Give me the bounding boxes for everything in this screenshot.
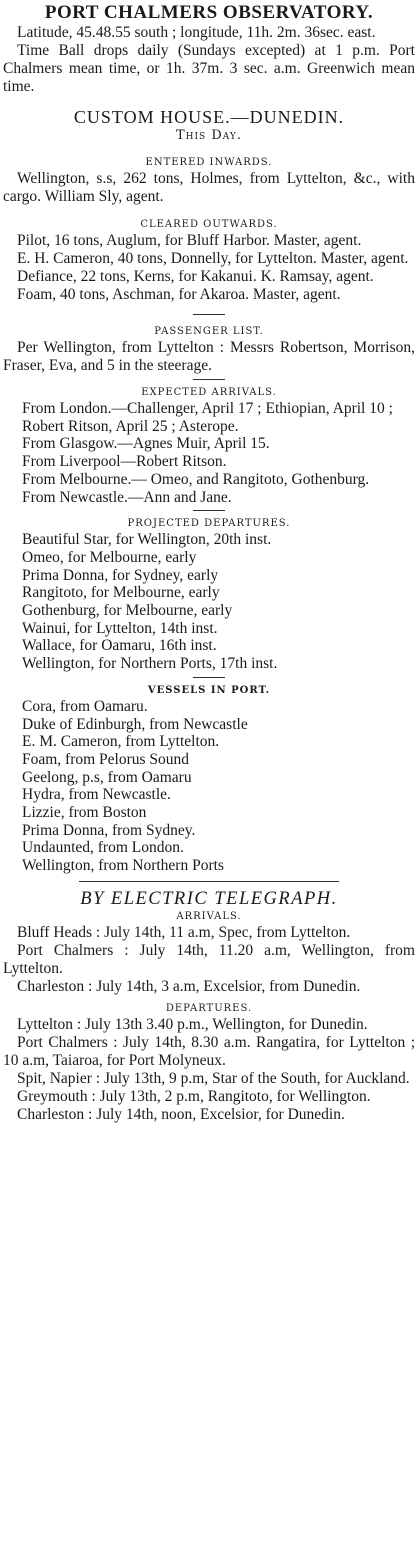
divider <box>193 314 225 315</box>
telegraph-entry: Charleston : July 14th, noon, Excelsior, for Dunedin. <box>17 1105 345 1123</box>
section-heading: VESSELS IN PORT. <box>147 684 271 696</box>
list-item: Wellington, from Northern Ports <box>22 857 224 875</box>
list-item: From Newcastle.—Ann and Jane. <box>22 488 232 506</box>
observatory-title: PORT CHALMERS OBSERVATORY. <box>44 2 374 23</box>
list-item: Foam, from Pelorus Sound <box>22 750 190 768</box>
telegraph-entry: Lyttelton : July 13th 3.40 p.m., Wellington, for Dunedin. <box>17 1015 368 1033</box>
entry-paragraph: E. H. Cameron, 40 tons, Donnelly, for Lyttelton. Master, agent. <box>17 250 409 267</box>
observatory-section <box>0 0 418 96</box>
custom-house-title: CUSTOM HOUSE.—DUNEDIN. <box>73 107 345 127</box>
list-item: Duke of Edinburgh, from Newcastle <box>22 715 248 733</box>
list-item: Rangitoto, for Melbourne, early <box>22 584 220 602</box>
list-item: Cora, from Oamaru. <box>22 697 148 715</box>
projected-list <box>0 531 418 673</box>
list-item: From Melbourne.— Omeo, and Rangitoto, Gothenburg. <box>22 470 370 488</box>
telegraph-title: BY ELECTRIC TELEGRAPH. <box>80 888 338 909</box>
section-heading: EXPECTED ARRIVALS. <box>141 387 277 398</box>
section-heading: CLEARED OUTWARDS. <box>140 219 278 230</box>
expected-list <box>0 400 418 506</box>
projected-section <box>0 517 418 673</box>
passenger-section <box>0 325 418 375</box>
list-item: Omeo, for Melbourne, early <box>22 548 197 566</box>
observatory-paragraph: Time Ball drops daily (Sundays excepted) at 1 p.m. Port Chalmers mean time, or 1h. 37m. 3 sec. a.m. Greenwich mean time. <box>3 42 415 95</box>
expected-section <box>0 386 418 506</box>
telegraph-entry: Port Chalmers : July 14th, 8.30 a.m. Rangatira, for Lyttelton ; 10 a.m, Taiaroa, for Port Molyneux. <box>3 1033 415 1069</box>
entered-section <box>0 156 418 206</box>
list-item: Hydra, from Newcastle. <box>22 786 171 804</box>
section-heading: PASSENGER LIST. <box>154 326 264 337</box>
list-item: Prima Donna, from Sydney. <box>22 821 196 839</box>
section-rule <box>79 881 339 882</box>
telegraph-entry: Charleston : July 14th, 3 a.m, Excelsior, from Dunedin. <box>17 977 361 995</box>
telegraph-entry: Bluff Heads : July 14th, 11 a.m, Spec, from Lyttelton. <box>17 923 351 941</box>
list-item: Wainui, for Lyttelton, 14th inst. <box>22 619 218 637</box>
in-port-section <box>0 684 418 875</box>
telegraph-entry: Spit, Napier : July 13th, 9 p.m, Star of the South, for Auckland. <box>17 1069 410 1087</box>
list-item: Lizzie, from Boston <box>22 804 147 822</box>
list-item: Prima Donna, for Sydney, early <box>22 566 219 584</box>
custom-house-subtitle: This Day. <box>175 128 242 143</box>
section-heading: ENTERED INWARDS. <box>145 157 273 168</box>
entry-paragraph: Defiance, 22 tons, Kerns, for Kakanui. K. Ramsay, agent. <box>17 268 374 285</box>
list-item: Geelong, p.s, from Oamaru <box>22 768 192 786</box>
section-heading: DEPARTURES. <box>165 1002 253 1014</box>
cleared-section <box>0 218 418 304</box>
list-item: Wellington, for Northern Ports, 17th inst. <box>22 655 278 673</box>
observatory-paragraph: Latitude, 45.48.55 south ; longitude, 11h. 2m. 36sec. east. <box>17 24 376 41</box>
entry-paragraph: Wellington, s.s, 262 tons, Holmes, from Lyttelton, &c., with cargo. William Sly, agent. <box>3 170 415 205</box>
list-item: E. M. Cameron, from Lyttelton. <box>22 733 220 751</box>
list-item: From London.—Challenger, April 17 ; Ethiopian, April 10 ; Robert Ritson, April 25 ; Asterope. <box>22 400 393 435</box>
divider <box>193 677 225 678</box>
list-item: From Glasgow.—Agnes Muir, April 15. <box>22 435 270 453</box>
list-item: Wallace, for Oamaru, 16th inst. <box>22 637 217 655</box>
custom-house-section <box>0 106 418 144</box>
section-heading: ARRIVALS. <box>176 910 242 922</box>
list-item: Undaunted, from London. <box>22 839 184 857</box>
telegraph-section <box>0 888 418 1124</box>
divider <box>193 510 225 511</box>
list-item: Gothenburg, for Melbourne, early <box>22 602 233 620</box>
list-item: Beautiful Star, for Wellington, 20th inst. <box>22 531 272 549</box>
divider <box>193 379 225 380</box>
entry-paragraph: Per Wellington, from Lyttelton : Messrs Robertson, Morrison, Fraser, Eva, and 5 in the steerage. <box>3 339 415 374</box>
in-port-list <box>0 698 418 875</box>
telegraph-entry: Greymouth : July 13th, 2 p.m, Rangitoto, for Wellington. <box>17 1087 371 1105</box>
section-heading: PROJECTED DEPARTURES. <box>127 518 291 530</box>
entry-paragraph: Foam, 40 tons, Aschman, for Akaroa. Master, agent. <box>17 286 341 303</box>
list-item: From Liverpool—Robert Ritson. <box>22 453 227 471</box>
telegraph-entry: Port Chalmers : July 14th, 11.20 a.m, Wellington, from Lyttelton. <box>3 941 415 977</box>
entry-paragraph: Pilot, 16 tons, Auglum, for Bluff Harbor. Master, agent. <box>17 232 362 249</box>
